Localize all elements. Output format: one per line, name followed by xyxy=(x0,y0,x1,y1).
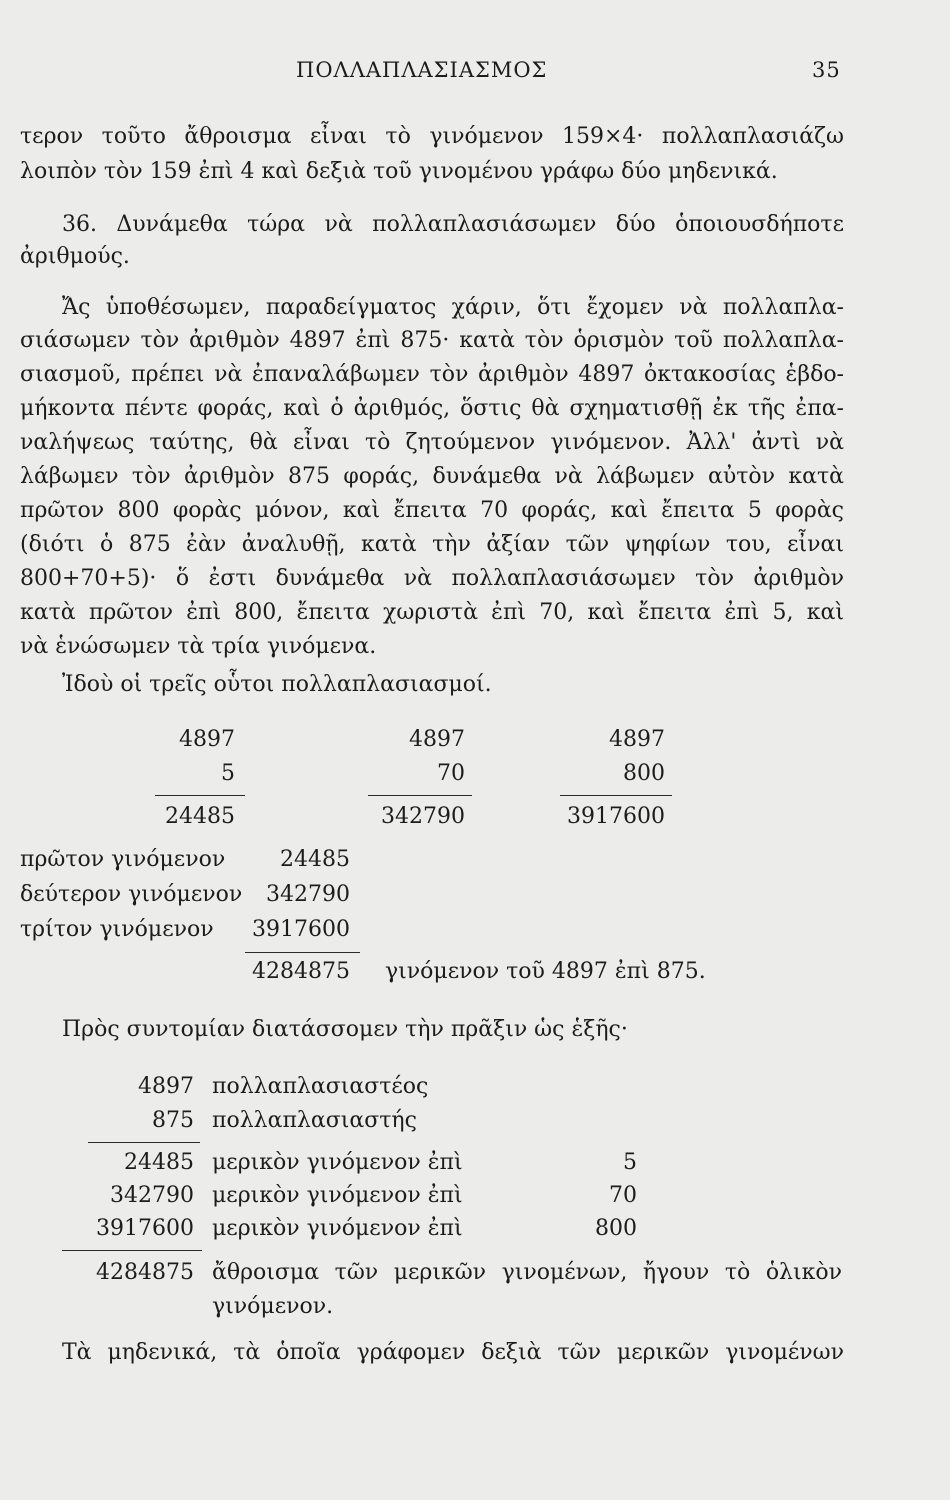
multiplier: 70 xyxy=(437,761,465,786)
text-line: τερον τοῦτο ἄθροισμα εἶναι τὸ γινόμενον 159×4· πολλαπλασιάζω xyxy=(20,124,844,149)
partial-label: τρίτον γινόμενον xyxy=(20,917,214,942)
row-number: 4284875 xyxy=(96,1260,194,1285)
multiplier: 5 xyxy=(221,761,235,786)
multiplier: 800 xyxy=(623,761,665,786)
row-text: γινόμενον. xyxy=(212,1294,334,1319)
rule xyxy=(62,1250,202,1251)
text-line: κατὰ πρῶτον ἐπὶ 800, ἔπειτα χωριστὰ ἐπὶ 70, καὶ ἔπειτα ἐπὶ 5, καὶ xyxy=(20,600,844,625)
text-line: μήκοντα πέντε φοράς, καὶ ὁ ἀριθμός, ὅστις θὰ σχηματισθῇ ἐκ τῆς ἐπα- xyxy=(20,396,844,421)
text-line: ναλήψεως ταύτης, θὰ εἶναι τὸ ζητούμενον γινόμενον. Ἀλλ' ἀντὶ νὰ xyxy=(20,430,844,455)
rule xyxy=(560,795,672,796)
row-number: 342790 xyxy=(110,1183,194,1208)
rule xyxy=(155,795,245,796)
row-text: μερικὸν γινόμενον ἐπὶ xyxy=(212,1183,463,1208)
text-line: λοιπὸν τὸν 159 ἐπὶ 4 καὶ δεξιὰ τοῦ γινομένου γράφω δύο μηδενικά. xyxy=(20,159,778,184)
row-factor: 800 xyxy=(595,1216,637,1241)
row-factor: 70 xyxy=(609,1183,637,1208)
product: 24485 xyxy=(165,804,235,829)
row-number: 3917600 xyxy=(96,1216,194,1241)
row-number: 24485 xyxy=(124,1150,194,1175)
row-text: μερικὸν γινόμενον ἐπὶ xyxy=(212,1150,463,1175)
product: 342790 xyxy=(381,804,465,829)
text-line: 800+70+5)· ὅ ἐστι δυνάμεθα νὰ πολλαπλασιάσωμεν τὸν ἀριθμὸν xyxy=(20,566,844,591)
paragraph-start: Ἄς ὑποθέσωμεν, παραδείγματος χάριν, ὅτι ἔχομεν νὰ πολλαπλα- xyxy=(62,295,844,320)
row-factor: 5 xyxy=(623,1150,637,1175)
text-line: Τὰ μηδενικά, τὰ ὁποῖα γράφομεν δεξιὰ τῶν μερικῶν γινομένων xyxy=(62,1340,844,1365)
multiplicand: 4897 xyxy=(609,727,665,752)
text-line: λάβωμεν τὸν ἀριθμὸν 875 φοράς, δυνάμεθα νὰ λάβωμεν αὐτὸν κατὰ xyxy=(20,464,844,489)
row-number: 875 xyxy=(152,1108,194,1133)
partial-value: 24485 xyxy=(280,847,350,872)
text-line: Ἰδοὺ οἱ τρεῖς οὗτοι πολλαπλασιασμοί. xyxy=(62,672,492,697)
rule xyxy=(88,1142,200,1143)
page-number: 35 xyxy=(812,58,841,82)
partial-value: 3917600 xyxy=(252,917,350,942)
total-note: γινόμενον τοῦ 4897 ἐπὶ 875. xyxy=(385,959,706,984)
text-line: νὰ ἑνώσωμεν τὰ τρία γινόμενα. xyxy=(20,634,377,659)
row-text: ἄθροισμα τῶν μερικῶν γινομένων, ἤγουν τὸ ὁλικὸν xyxy=(212,1260,842,1285)
rule xyxy=(368,795,472,796)
row-text: πολλαπλασιαστής xyxy=(212,1108,417,1133)
text-line: πρῶτον 800 φορὰς μόνον, καὶ ἔπειτα 70 φοράς, καὶ ἔπειτα 5 φορὰς xyxy=(20,498,844,523)
product: 3917600 xyxy=(567,804,665,829)
partial-label: πρῶτον γινόμενον xyxy=(20,847,226,872)
row-text: μερικὸν γινόμενον ἐπὶ xyxy=(212,1216,463,1241)
row-text: πολλαπλασιαστέος xyxy=(212,1074,429,1099)
partial-value: 342790 xyxy=(266,882,350,907)
text-line: Πρὸς συντομίαν διατάσσομεν τὴν πρᾶξιν ὡς ἑξῆς· xyxy=(62,1017,628,1042)
row-number: 4897 xyxy=(138,1074,194,1099)
text-line: σιασμοῦ, πρέπει νὰ ἐπαναλάβωμεν τὸν ἀριθμὸν 4897 ὀκτακοσίας ἑβδο- xyxy=(20,362,844,387)
text-line: ἀριθμούς. xyxy=(20,244,130,269)
section-heading-line: 36. Δυνάμεθα τώρα νὰ πολλαπλασιάσωμεν δύο ὁποιουσδήποτε xyxy=(62,212,844,237)
multiplicand: 4897 xyxy=(179,727,235,752)
partial-label: δεύτερον γινόμενον xyxy=(20,882,243,907)
multiplicand: 4897 xyxy=(409,727,465,752)
running-title: ΠΟΛΛΑΠΛΑΣΙΑΣΜΟΣ xyxy=(296,58,548,82)
text-line: σιάσωμεν τὸν ἀριθμὸν 4897 ἐπὶ 875· κατὰ τὸν ὁρισμὸν τοῦ πολλαπλα- xyxy=(20,328,844,353)
total-value: 4284875 xyxy=(252,959,350,984)
rule xyxy=(245,952,360,953)
text-line: (διότι ὁ 875 ἐὰν ἀναλυθῇ, κατὰ τὴν ἀξίαν τῶν ψηφίων του, εἶναι xyxy=(20,532,844,557)
